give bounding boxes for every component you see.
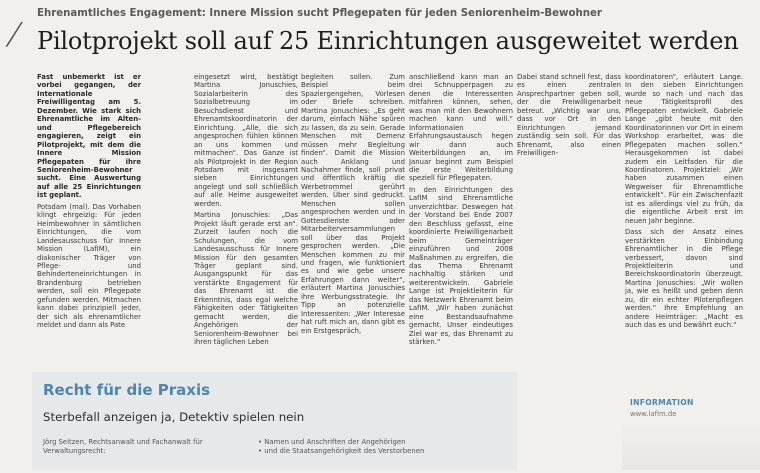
headline: Pilotprojekt soll auf 25 Einrichtungen ausgeweitet werden	[37, 27, 739, 55]
lead-paragraph: Fast unbemerkt ist er vorbei gegangen, der Internationale Freiwilligentag am 5. Dezember. Wie stark sich Ehrenamtliche im Alten- und Pflegebereich engagieren, zeigt ein Pilotprojekt, mit dem die Innere Mission Pflegepaten für ihre Seniorenheim-Bewohner sucht. Eine Auswertung auf alle 25 Einrichtungen ist geplant.	[37, 73, 141, 200]
body-paragraph: anschließend kann man an drei Schnupperpagen zu denen die Interessenten mitfahren können, sehen, was man mit den Bewohnern machen kann und will.“ Informationalen Erfahrungsaustausch hegen wir dann auch Weiterbildungen an, im Januar beginnt zum Beispiel die erste Weiterbildung speziell für Pflegepaten.	[409, 73, 513, 183]
body-paragraph: Dabei stand schnell fest, dass es einen zentralen Ansprechpartner geben soll, der die Freiwilligenarbeit betreut. „Wichtig war uns, dass vor Ort in den Einrichtungen jemand zuständig sein soll. Für das Ehrenamt, also einen Freiwilligen-	[517, 73, 621, 158]
body-paragraph: In den Einrichtungen des LafIM sind Ehrenamtliche unverzichtbar. Deswegen hat der Vorstand bei Ende 2007 den Beschluss gefasst, eine koordinierte Freiwilligenarbeit beim Gemeinträger einzuführen und 2008 Maßnahmen zu ergreifen, die das Thema Ehrenamt nachhaltig stärken und weiterentwickeln. Gabriele Lange ist Projektleiterin für das Netzwerk Ehrenamt beim LafIM. „Wir haben zunächst eine Bestandsaufnahme gemacht. Unser eindeutiges Ziel war es, das Ehrenamt zu stärken.“	[409, 185, 513, 347]
article-column-3	[301, 73, 405, 363]
info-box-author: Jörg Seitzen, Rechtsanwalt und Fachanwalt für Verwaltungsrecht:	[43, 438, 203, 455]
article-column-4	[409, 73, 513, 363]
info-box-title: Recht für die Praxis	[43, 381, 211, 399]
article-column-1	[37, 73, 141, 373]
body-paragraph: Martina Jonuschies: „Das Projekt läuft gerade erst an“. Zurzeit laufen noch die Schulungen, die vom Landesausschuss für Innere Mission für den gesamten Träger geplant sind. Ausgangspunkt für das verstärkte Engagement für das Ehrenamt ist die Erkenntnis, dass egal welche Fähigkeiten oder Tätigkeiten gemacht werden, die Angehörigen der Seniorenheim-Bewohner bei ihren täglichen Leben	[194, 211, 298, 347]
body-paragraph: eingesetzt wird, bestätigt Martina Jonuschies, Sozialarbeiterin des Sozialbetreuung im Besuchsdienst und Ehrenamtskoordinatorin der Einrichtung. „Alle, die sich angesprochen fühlen können an uns kommen und mitmachen“. Das Ganze ist als Pilotprojekt in der Region Potsdam mit insgesamt sieben Einrichtungen angelegt und soll schließlich auf alle Heime ausgeweitet werden.	[194, 73, 298, 208]
info-box-subtitle: Sterbefall anzeigen ja, Detektiv spielen nein	[43, 410, 305, 424]
information-link[interactable]: www.lafim.de	[630, 410, 677, 418]
body-paragraph: Dass sich der Ansatz eines verstärkten Einbindung Ehrenamtlicher in die Pflege verbessert, davon sind Projektleiterin und Bereichskoordinatorin überzeugt. Martina Jonuschies: „Wir wollen ja, wie es heißt und geben denn zu, dir ein echter Pilotenpflegen werden.“ Ihre Empfehlung an andere Heimträger: „Macht es auch das es und bewährt euch.“	[625, 228, 743, 330]
body-paragraph: koordinatoren“, erläutert Lange. In den sieben Einrichtungen wurde so nach und nach das neue Tätigkeitsprofil des Pflegepaten entwickelt. Gabriele Lange „gibt heute mit den Koordinatorinnen vor Ort in einem Workshop erarbeitet, was die Pflegepaten machen sollen.“ Herausgekommen ist dabei zudem ein Leitfaden für die Koordinatoren. Projektziel: „Wir haben zusammen einen Wegweiser für Ehrenamtliche entwickelt“. Für ein Zwischenfazit ist es allerdings viel zu früh, da die eigentliche Arbeit erst im neuen Jahr beginne.	[625, 73, 743, 225]
page-fold-shadow	[622, 420, 760, 470]
article-column-2	[194, 73, 298, 373]
body-paragraph: Potsdam (mal). Das Vorhaben klingt ehrgeizig: Für jeden Heimbewohner in sämtlichen Einrichtungen, die vom Landesausschuss für Innere Mission (LafIM), ein diakonischer Träger von Pflege- und Behinderteneinrichtungen in Brandenburg betrieben werden, soll ein Pflegepate gefunden werden. Mitmachen kann dabei prinzipiell jeder, der sich als ehrenamtlicher meldet und dann als Pate	[37, 202, 141, 330]
pen-mark-icon: ⟋	[1, 16, 28, 55]
kicker-line: Ehrenamtliches Engagement: Innere Mission sucht Pflegepaten für jeden Seniorenheim-Bewohner	[37, 8, 602, 19]
article-column-6	[625, 73, 743, 373]
body-paragraph: begleiten sollen. Zum Beispiel beim Spaziergengehen, Vorlesen oder Briefe schreiben. Martina Jonuschies: „Es geht darum, einfach Nähe spüren zu lassen, da zu sein. Gerade Menschen mit Demenz müssen mehr Begleitung finden“. Damit die Mission auch Anklang und Nachahmer finde, soll privat und öffentlich kräftig die Werbetrommel gerührt werden. Über sind gedruckt. Menschen sollen angesprochen werden und in Gottesdienste oder Mitarbeiterversammlungen soll über das Projekt gesprochen werden. „Die Menschen kommen zu mir und fragen, wie funktioniert es und wie gebe unsere Erfahrungen dann weiter“, erläutert Martina Jonuschies ihre Werbungsstrategie. Ihr Tipp an potenzielle Interessenten: „Wer Interesse hat ruft mich an, dann gibt es ein Erstgespräch,	[301, 73, 405, 335]
information-label: INFORMATION	[630, 398, 694, 407]
info-box-list: • Namen und Anschriften der Angehörigen • und die Staatsangehörigkeit des Verstorbenen	[258, 438, 425, 455]
article-column-5	[517, 73, 621, 473]
